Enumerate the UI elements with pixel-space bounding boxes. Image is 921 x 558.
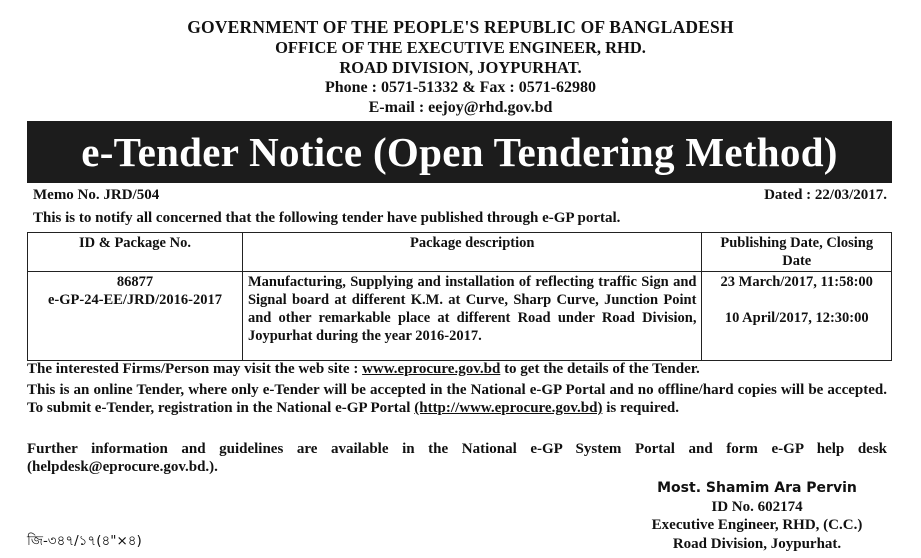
online-tender-paragraph bbox=[27, 381, 887, 417]
publication-code: জি-৩৪৭/১৭(৪"×৪) bbox=[27, 533, 142, 549]
eprocure-website-link[interactable]: www.eprocure.gov.bd bbox=[362, 361, 501, 377]
cell-description: Manufacturing, Supplying and installation of reflecting traffic Sign and Signal board at different K.M. at Curve, Sharp Curve, Junction Point and other remarkable place at different Road under Road Division, Joypurhat during the year 2016-2017. bbox=[242, 272, 702, 361]
memo-number: Memo No. JRD/504 bbox=[33, 187, 160, 203]
header-country: GOVERNMENT OF THE PEOPLE'S REPUBLIC OF BANGLADESH bbox=[187, 17, 734, 37]
package-number: e-GP-24-EE/JRD/2016-2017 bbox=[47, 292, 222, 308]
signatory-name: Most. Shamim Ara Pervin bbox=[657, 480, 857, 496]
website-text-before: The interested Firms/Person may visit the web site : bbox=[27, 361, 363, 377]
notice-title-banner bbox=[27, 121, 892, 183]
cell-dates bbox=[702, 272, 892, 361]
col-header-dates-text: Publishing Date, Closing Date bbox=[720, 235, 874, 269]
online-text-after: is required. bbox=[602, 400, 679, 416]
header-email: E-mail : eejoy@rhd.gov.bd bbox=[368, 99, 553, 116]
col-header-id: ID & Package No. bbox=[28, 233, 243, 272]
col-header-description: Package description bbox=[242, 233, 702, 272]
memo-date: Dated : 22/03/2017. bbox=[764, 187, 887, 203]
signatory-office: Road Division, Joypurhat. bbox=[672, 535, 842, 552]
intro-text: This is to notify all concerned that the following tender have published through e-GP portal. bbox=[33, 210, 621, 226]
table-row bbox=[28, 272, 892, 361]
online-text-before: This is an online Tender, where only e-Tender will be accepted in the National e-GP Portal and no offline/hard copies will be accepted. To submit e-Tender, registration in the National e-GP Portal bbox=[27, 382, 887, 416]
website-paragraph bbox=[27, 360, 887, 378]
closing-date: 10 April/2017, 12:30:00 bbox=[724, 310, 869, 326]
website-text-after: to get the details of the Tender. bbox=[500, 361, 700, 377]
header-division: ROAD DIVISION, JOYPURHAT. bbox=[339, 58, 582, 77]
further-info-paragraph: Further information and guidelines are available in the National e-GP System Portal and form e-GP help desk (helpdesk@eprocure.gov.bd.). bbox=[27, 441, 887, 475]
header-phone: Phone : 0571-51332 & Fax : 0571-62980 bbox=[324, 79, 597, 96]
notice-title: e-Tender Notice (Open Tendering Method) bbox=[81, 129, 838, 175]
cell-id-package bbox=[28, 272, 243, 361]
tender-id: 86877 bbox=[116, 274, 154, 290]
publishing-date: 23 March/2017, 11:58:00 bbox=[720, 274, 873, 290]
tender-table bbox=[27, 232, 892, 361]
header-office: OFFICE OF THE EXECUTIVE ENGINEER, RHD. bbox=[275, 38, 646, 57]
signature-block bbox=[627, 479, 887, 553]
signatory-title: Executive Engineer, RHD, (C.C.) bbox=[651, 517, 863, 533]
col-header-dates bbox=[702, 233, 892, 272]
eprocure-portal-link[interactable]: (http://www.eprocure.gov.bd) bbox=[414, 400, 603, 416]
table-header-row bbox=[28, 233, 892, 272]
signatory-id: ID No. 602174 bbox=[711, 498, 803, 515]
